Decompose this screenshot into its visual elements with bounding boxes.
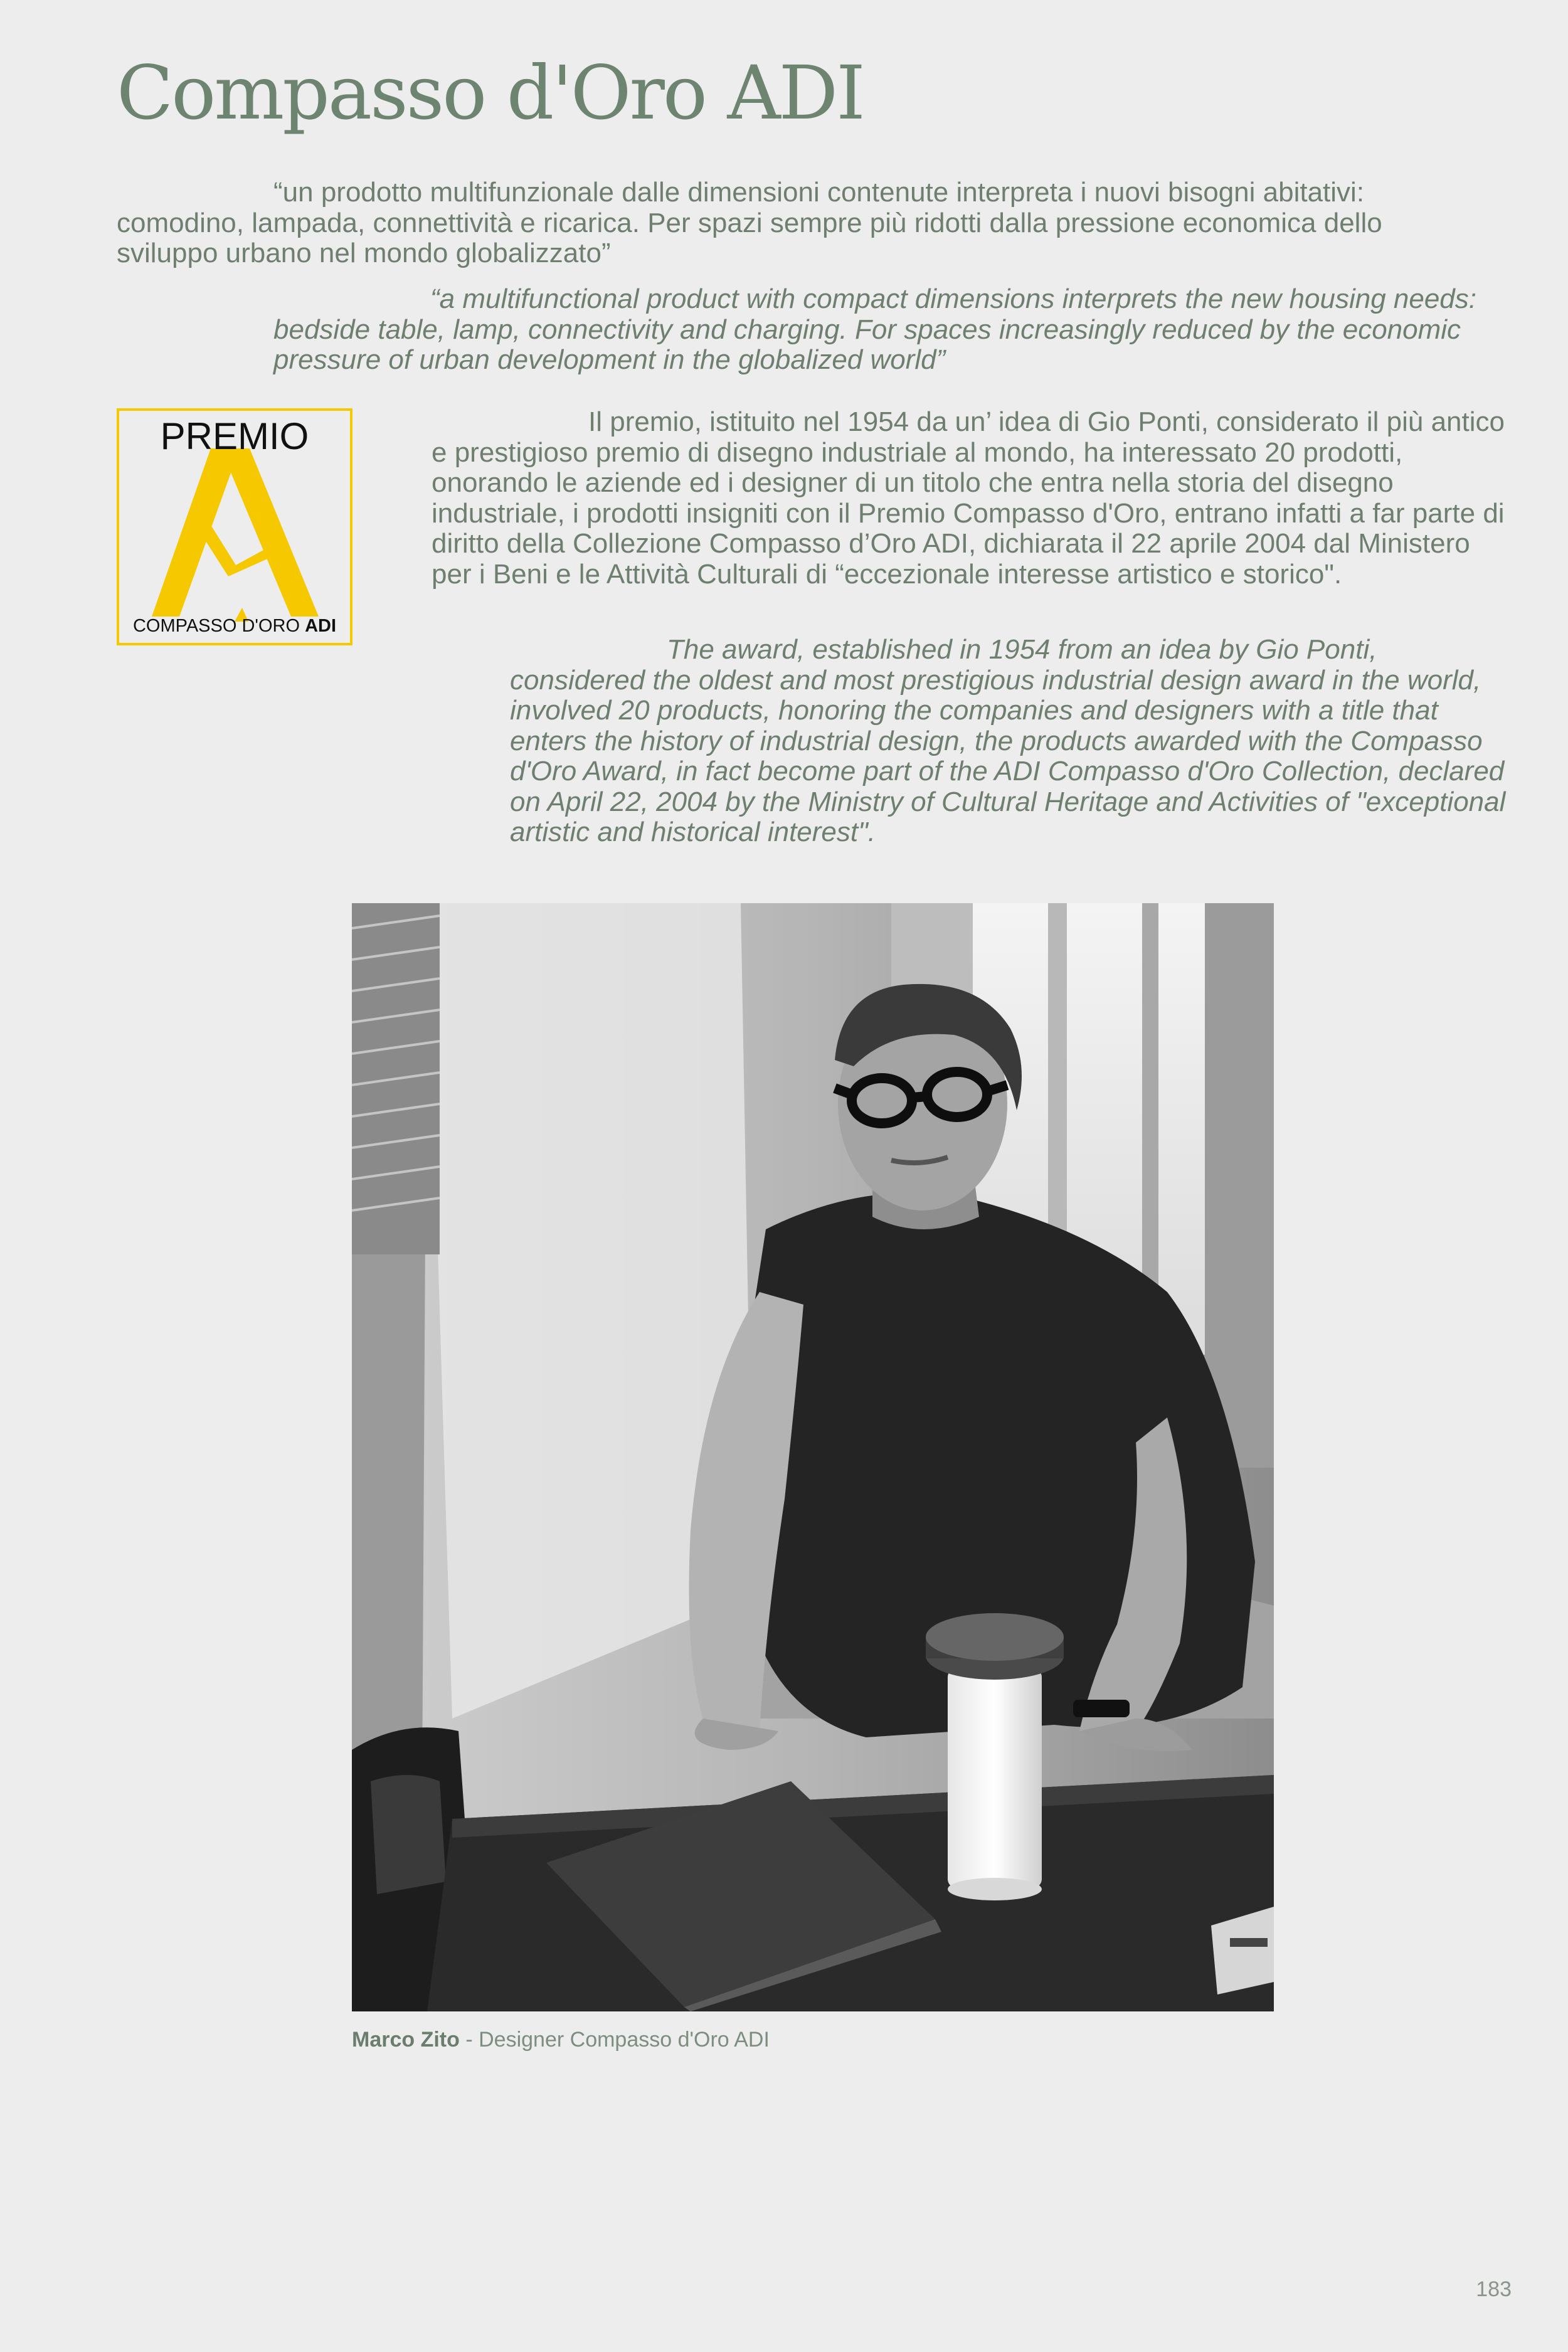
page-title: Compasso d'Oro ADI — [117, 50, 864, 136]
quote-italian: “un prodotto multifunzionale dalle dimensioni contenute interpreta i nuovi bisogni abitativi: comodino, lampada, connettività e ricarica. Per spazi sempre più ridotti dalla pressione economica dello sviluppo urbano nel mondo globalizzato” — [117, 177, 1382, 268]
photo-caption: Marco Zito - Designer Compasso d'Oro ADI — [352, 2028, 770, 2052]
compasso-doro-logo — [117, 408, 352, 645]
logo-compasso-text: COMPASSO D'ORO ADI — [132, 616, 337, 636]
designer-photo — [352, 903, 1274, 2011]
award-italian: Il premio, istituito nel 1954 da un’ idea di Gio Ponti, considerato il più antico e prestigioso premio di disegno industriale al mondo, ha interessato 20 prodotti, onorando le aziende ed i designer di un titolo che entra nella storia del disegno industriale, i prodotti insigniti con il Premio Compasso d'Oro, entrano infatti a far parte di diritto della Collezione Compasso d’Oro ADI, dichiarata il 22 aprile 2004 dal Ministero per i Beni e le Attività Culturali di “eccezionale interesse artistico e storico". — [432, 406, 1505, 590]
page-number: 183 — [1476, 2277, 1512, 2301]
logo-premio-text: PREMIO — [160, 415, 309, 457]
quote-english: “a multifunctional product with compact dimensions interprets the new housing needs: bedside table, lamp, connectivity and charging. For spaces increasingly reduced by the economic pressure of urban development in the globalized world” — [273, 283, 1477, 375]
award-english: The award, established in 1954 from an idea by Gio Ponti, considered the oldest and most prestigious industrial design award in the world, involved 20 products, honoring the companies and designers with a title that enters the history of industrial design, the products awarded with the Compasso d'Oro Award, in fact become part of the ADI Compasso d'Oro Collection, declared on April 22, 2004 by the Ministry of Cultural Heritage and Activities of "exceptional artistic and historical interest". — [510, 634, 1506, 847]
